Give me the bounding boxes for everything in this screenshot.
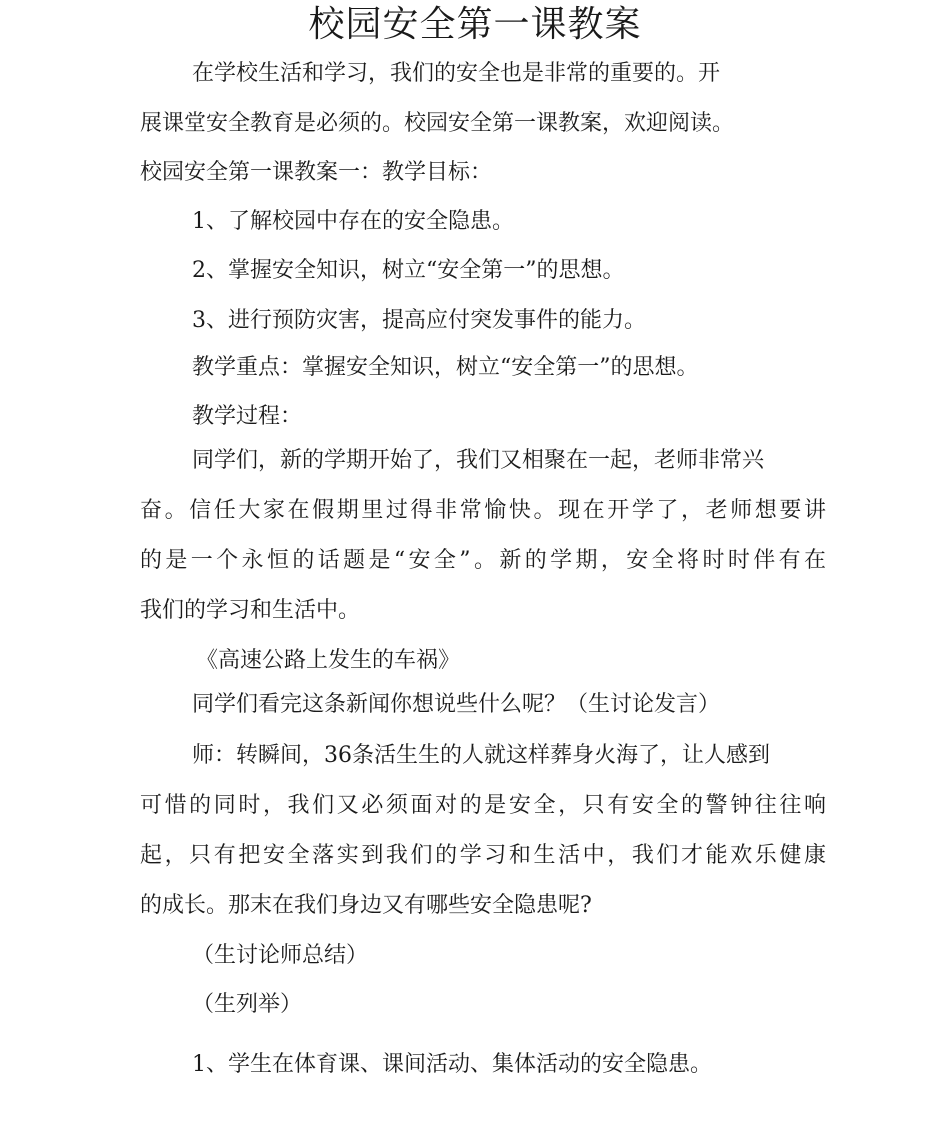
paragraph-line: （生讨论师总结） xyxy=(192,943,369,968)
news-title: 《高速公路上发生的车祸》 xyxy=(196,648,461,673)
paragraph-line: 起，只有把安全落实到我们的学习和生活中，我们才能欢乐健康 xyxy=(140,843,826,868)
paragraph-line: 的是一个永恒的话题是“安全”。新的学期，安全将时时伴有在 xyxy=(140,548,826,573)
paragraph-line: （生列举） xyxy=(192,992,303,1017)
paragraph-line: 师：转瞬间，36条活生生的人就这样葬身火海了，让人感到 xyxy=(192,743,770,768)
objective-item: 2、掌握安全知识，树立“安全第一”的思想。 xyxy=(192,258,625,283)
teaching-focus: 教学重点：掌握安全知识，树立“安全第一”的思想。 xyxy=(192,355,699,380)
paragraph-line: 奋。信任大家在假期里过得非常愉快。现在开学了，老师想要讲 xyxy=(140,498,826,523)
paragraph-line: 可惜的同时，我们又必须面对的是安全，只有安全的警钟往往响 xyxy=(140,793,826,818)
section-heading: 教学过程： xyxy=(192,404,303,429)
objective-item: 3、进行预防灾害，提高应付突发事件的能力。 xyxy=(192,308,646,333)
paragraph-line: 同学们看完这条新闻你想说些什么呢？（生讨论发言） xyxy=(192,692,721,717)
section-heading: 校园安全第一课教案一：教学目标： xyxy=(140,160,493,185)
paragraph-line: 的成长。那末在我们身边又有哪些安全隐患呢? xyxy=(140,893,592,918)
list-item: 1、学生在体育课、课间活动、集体活动的安全隐患。 xyxy=(192,1052,712,1077)
document-title: 校园安全第一课教案 xyxy=(308,4,642,45)
objective-item: 1、了解校园中存在的安全隐患。 xyxy=(192,209,514,234)
paragraph-line: 展课堂安全教育是必须的。校园安全第一课教案，欢迎阅读。 xyxy=(140,111,735,136)
paragraph-line: 我们的学习和生活中。 xyxy=(140,598,361,623)
paragraph-line: 同学们，新的学期开始了，我们又相聚在一起，老师非常兴 xyxy=(192,448,765,473)
paragraph-line: 在学校生活和学习，我们的安全也是非常的重要的。开 xyxy=(192,61,721,86)
